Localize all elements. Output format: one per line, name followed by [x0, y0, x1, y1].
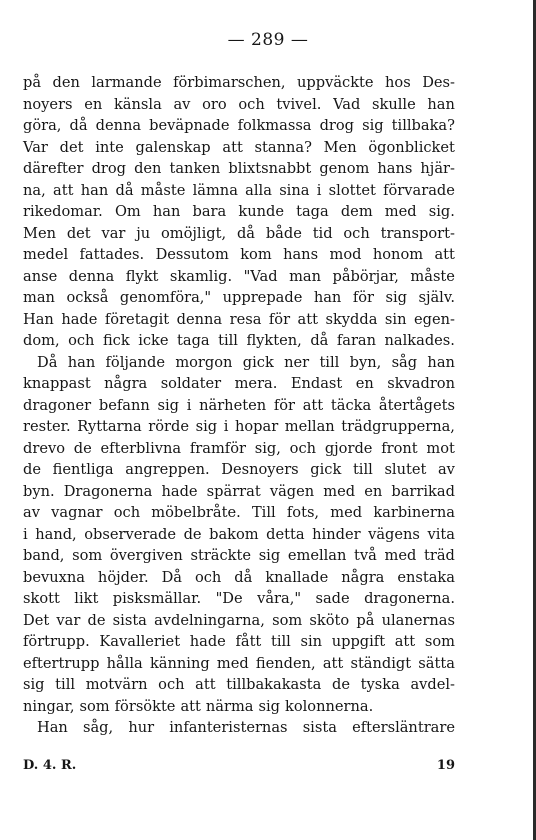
word: och: [68, 332, 95, 349]
word: eftertrupp: [23, 654, 100, 672]
word: hans: [283, 246, 319, 263]
word: noyers: [23, 95, 73, 113]
word: i: [186, 396, 192, 414]
word: Vad: [333, 95, 361, 113]
word: Han: [37, 719, 68, 736]
word: Desnoyers: [221, 461, 299, 478]
word: karbinerna: [373, 504, 455, 521]
word: med: [330, 504, 363, 521]
text-line: [23, 158, 455, 180]
word: två: [354, 547, 377, 564]
word: slottet: [328, 181, 376, 199]
word: honom: [372, 246, 424, 263]
word: taga: [296, 203, 329, 220]
word: täcka: [330, 396, 372, 414]
word: transport-: [380, 224, 455, 242]
word: såg: [391, 353, 418, 371]
word: sade: [315, 590, 350, 607]
word: med: [384, 203, 417, 220]
printer-signature: D. 4. R.: [23, 758, 77, 773]
word: lämna: [192, 181, 238, 199]
word: då: [310, 332, 329, 349]
text-line: [23, 330, 455, 352]
word: denna: [95, 117, 142, 134]
word: hand,: [35, 525, 77, 543]
word: kunde: [238, 203, 284, 220]
word: larmande: [91, 74, 162, 91]
word: då: [69, 117, 88, 134]
word: sätta: [418, 654, 455, 672]
word: och: [238, 95, 265, 113]
word: övergiven: [109, 547, 183, 564]
word: måste: [410, 267, 455, 285]
text-line: [23, 266, 455, 288]
word: förbimarschen,: [173, 74, 286, 91]
word: beväpnade: [149, 117, 230, 134]
word: sig: [362, 117, 384, 134]
word: att: [322, 654, 344, 672]
word: sträckte: [190, 547, 252, 564]
text-line: [23, 287, 455, 309]
word: till: [352, 461, 373, 478]
word: man: [289, 267, 322, 285]
word: rikedomar.: [23, 203, 103, 220]
text-line: [23, 524, 455, 546]
word: och: [194, 568, 222, 586]
word: sig: [195, 418, 218, 435]
word: soldater: [160, 375, 222, 392]
text-line: [23, 717, 455, 739]
text-line: [23, 588, 455, 610]
word: fientliga: [52, 461, 114, 478]
word: för: [273, 396, 296, 414]
word: själv.: [418, 289, 455, 306]
word: stanna?: [254, 138, 312, 156]
word: en: [364, 482, 383, 500]
word: och: [289, 439, 317, 457]
word: bara: [192, 203, 227, 220]
word: hur: [128, 719, 155, 736]
word: inte: [95, 138, 124, 156]
word: genomföra,": [119, 289, 212, 306]
word: sista: [302, 719, 337, 736]
word: de: [183, 525, 202, 543]
word: hopar: [234, 418, 279, 435]
word: Men: [323, 138, 357, 156]
word: träd: [424, 547, 455, 564]
word: hans: [377, 160, 413, 177]
word: av: [173, 95, 191, 113]
word: i: [223, 418, 229, 435]
word: Men: [23, 224, 56, 242]
word: rörde: [148, 418, 190, 435]
body-text: [23, 72, 455, 739]
word: skulle: [372, 95, 416, 113]
sheet-number: 19: [436, 758, 455, 773]
word: det: [59, 138, 84, 156]
word: då: [115, 181, 134, 199]
word: hjär-: [420, 160, 455, 177]
word: Till: [251, 504, 276, 521]
word: uppväckte: [297, 74, 374, 91]
word: mot: [426, 439, 455, 457]
word: avdelningarna,: [154, 611, 265, 629]
word: av: [437, 461, 455, 478]
word: anse: [23, 267, 58, 285]
word: återtågets: [378, 396, 455, 414]
word: till: [218, 332, 238, 349]
word: med: [216, 654, 249, 672]
word: vagnar: [51, 504, 103, 521]
word: våra,": [257, 590, 302, 607]
word: sköto: [309, 611, 350, 629]
text-line: [23, 223, 455, 245]
word: hos: [385, 74, 411, 91]
word: och: [113, 504, 141, 521]
word: genom: [319, 160, 370, 177]
word: sig,: [254, 439, 281, 457]
word: dragoner: [23, 396, 92, 414]
word: på: [23, 74, 42, 91]
word: "De: [215, 590, 243, 607]
word: som: [272, 611, 303, 629]
word: tillbaka?: [391, 117, 455, 134]
text-line: [23, 94, 455, 116]
word: för: [352, 289, 374, 306]
word: Dessutom: [155, 246, 229, 263]
word: var: [56, 611, 81, 629]
word: mellan: [284, 418, 335, 435]
word: för: [268, 310, 291, 328]
word: Endast: [290, 375, 343, 392]
word: detta: [266, 525, 305, 543]
word: kolonnerna.: [285, 697, 374, 715]
word: mera.: [234, 375, 278, 392]
word: Kavalleriet: [99, 633, 181, 650]
word: sig: [157, 396, 179, 414]
word: han: [80, 181, 109, 199]
word: som: [72, 547, 103, 564]
word: några: [341, 568, 385, 586]
word: till: [55, 676, 76, 693]
word: gick: [310, 461, 342, 478]
word: ner: [284, 353, 310, 371]
word: närheten: [199, 396, 267, 414]
text-line: [23, 137, 455, 159]
word: dragonerna.: [364, 590, 455, 607]
word: trädgrupperna,: [341, 418, 455, 435]
word: emellan: [287, 547, 347, 564]
word: efterblivna: [100, 439, 182, 457]
word: dem: [340, 203, 373, 220]
word: höjder.: [97, 568, 149, 586]
word: drevo: [23, 439, 65, 457]
word: att: [302, 396, 324, 414]
word: att: [297, 310, 318, 328]
word: knappast: [23, 375, 91, 392]
word: som: [79, 697, 110, 715]
word: uppgift: [331, 633, 386, 650]
word: skamlig.: [169, 267, 233, 285]
word: ju: [136, 224, 151, 242]
word: faran: [336, 332, 377, 349]
word: ständigt: [350, 654, 412, 672]
text-line: [23, 631, 455, 653]
word: tillbakakasta: [226, 676, 322, 693]
word: na,: [23, 181, 46, 199]
word: i: [23, 525, 28, 543]
word: hålla: [106, 654, 143, 672]
word: han: [152, 203, 181, 220]
word: påbörjar,: [332, 267, 399, 285]
word: bakom: [209, 525, 259, 543]
word: skvadron: [387, 375, 455, 392]
word: tvivel.: [276, 95, 322, 113]
word: omöjligt,: [161, 224, 227, 242]
word: sig: [258, 547, 281, 564]
word: slutet: [384, 461, 427, 478]
word: ögonblicket: [368, 138, 455, 156]
word: icke: [138, 332, 169, 349]
word: sin: [384, 310, 407, 328]
word: framför: [189, 439, 246, 457]
word: företagit: [104, 310, 170, 328]
word: sig: [258, 697, 281, 715]
word: närma: [205, 697, 254, 715]
text-line: [23, 180, 455, 202]
word: sig: [23, 676, 45, 693]
word: bevuxna: [23, 568, 85, 586]
text-line: [23, 309, 455, 331]
word: att: [222, 138, 243, 156]
word: gjorde: [324, 439, 373, 457]
word: drog: [91, 160, 127, 177]
word: en: [84, 95, 103, 113]
word: man: [23, 289, 55, 306]
word: denna: [176, 310, 223, 328]
word: Då: [161, 568, 182, 586]
word: de: [87, 611, 106, 629]
word: front: [381, 439, 418, 457]
word: knallade: [265, 568, 329, 586]
word: medel: [23, 246, 69, 263]
word: sista: [112, 611, 147, 629]
word: flykt: [125, 267, 159, 285]
word: byn.: [23, 482, 55, 500]
text-line: [23, 567, 455, 589]
word: Dragonerna: [63, 482, 153, 500]
word: förvarade: [383, 181, 455, 199]
word: till: [319, 353, 340, 371]
word: känning: [149, 654, 210, 672]
word: Han: [23, 310, 54, 328]
word: kom: [240, 246, 272, 263]
text-line: [23, 352, 455, 374]
word: skott: [23, 590, 60, 607]
word: han: [313, 289, 342, 306]
word: följande: [105, 353, 165, 371]
word: hade: [189, 633, 226, 650]
word: angreppen.: [125, 461, 210, 478]
word: med: [323, 482, 356, 500]
word: tyska: [360, 676, 400, 693]
word: några: [104, 375, 148, 392]
word: alla: [245, 181, 272, 199]
word: han: [67, 353, 96, 371]
word: oro: [202, 95, 227, 113]
word: blixtsnabbt: [228, 160, 312, 177]
word: sig: [385, 289, 407, 306]
word: som: [424, 633, 455, 650]
word: Det: [23, 611, 50, 629]
word: vägens: [368, 525, 420, 543]
word: Om: [114, 203, 141, 220]
word: göra,: [23, 117, 62, 134]
word: tanken: [169, 160, 221, 177]
word: pisksmällar.: [112, 590, 202, 607]
word: folkmassa: [237, 117, 312, 134]
word: möbelbråte.: [151, 504, 241, 521]
word: måste: [140, 181, 186, 199]
word: flykten,: [246, 332, 302, 349]
word: "Vad: [243, 267, 278, 285]
word: rester.: [23, 418, 71, 435]
word: nalkades.: [384, 332, 455, 349]
word: såg,: [82, 719, 114, 736]
text-line: [23, 545, 455, 567]
word: fattades.: [79, 246, 145, 263]
word: motvärn: [85, 676, 148, 693]
word: infanteristernas: [169, 719, 288, 736]
word: dom,: [23, 332, 60, 349]
text-line: [23, 373, 455, 395]
word: hade: [161, 482, 198, 500]
word: ningar,: [23, 697, 75, 715]
text-line: [23, 610, 455, 632]
word: den: [134, 160, 162, 177]
word: taga: [177, 332, 210, 349]
word: sin: [300, 633, 323, 650]
word: drog: [319, 117, 355, 134]
word: att: [195, 676, 216, 693]
word: Var: [23, 138, 48, 156]
word: spärrat: [206, 482, 261, 500]
word: med: [384, 547, 417, 564]
word: vita: [427, 525, 455, 543]
word: band,: [23, 547, 65, 564]
text-line: [23, 416, 455, 438]
text-line: [23, 696, 455, 718]
word: hinder: [312, 525, 361, 543]
word: en: [355, 375, 374, 392]
word: barrikad: [391, 482, 455, 500]
word: av: [23, 504, 40, 521]
word: eftersläntrare: [352, 719, 455, 736]
word: i: [316, 181, 322, 199]
word: fots,: [286, 504, 320, 521]
word: han: [427, 95, 455, 113]
word: de: [331, 676, 350, 693]
word: förtrupp.: [23, 633, 90, 650]
word: fått: [235, 633, 262, 650]
text-line: [23, 115, 455, 137]
word: egen-: [413, 310, 455, 328]
word: avdel-: [410, 676, 455, 693]
word: tid: [312, 224, 333, 242]
word: Då: [37, 353, 58, 371]
word: upprepade: [222, 289, 303, 306]
word: också: [66, 289, 109, 306]
text-line: [23, 438, 455, 460]
word: befann: [98, 396, 150, 414]
word: enstaka: [397, 568, 455, 586]
word: då: [234, 568, 253, 586]
word: de: [23, 461, 41, 478]
text-line: [23, 395, 455, 417]
word: både: [265, 224, 302, 242]
word: och: [343, 224, 370, 242]
word: Des-: [422, 74, 455, 91]
word: till: [270, 633, 291, 650]
word: fick: [102, 332, 130, 349]
word: sig.: [428, 203, 455, 220]
text-line: [23, 244, 455, 266]
word: sina: [279, 181, 310, 199]
word: att: [394, 633, 416, 650]
text-line: [23, 674, 455, 696]
text-line: [23, 481, 455, 503]
word: ulanernas: [381, 611, 455, 629]
word: skydda: [325, 310, 378, 328]
page-number: — 289 —: [227, 30, 309, 50]
text-line: [23, 502, 455, 524]
word: att: [434, 246, 455, 263]
word: att: [180, 697, 201, 715]
word: på: [356, 611, 375, 629]
word: vägen: [269, 482, 315, 500]
text-line: [23, 201, 455, 223]
word: denna: [68, 267, 115, 285]
word: det: [66, 224, 91, 242]
word: observerade: [84, 525, 177, 543]
word: känsla: [113, 95, 162, 113]
text-line: [23, 653, 455, 675]
page-footer: [23, 758, 455, 773]
word: byn,: [349, 353, 382, 371]
word: fienden,: [255, 654, 316, 672]
word: de: [73, 439, 92, 457]
word: försökte: [114, 697, 176, 715]
word: resa: [229, 310, 262, 328]
text-line: [23, 72, 455, 94]
word: galenskap: [135, 138, 211, 156]
word: den: [52, 74, 80, 91]
word: likt: [74, 590, 99, 607]
word: mod: [329, 246, 362, 263]
word: då: [236, 224, 255, 242]
word: morgon: [175, 353, 233, 371]
word: och: [158, 676, 185, 693]
text-line: [23, 459, 455, 481]
word: därefter: [23, 160, 84, 177]
word: hade: [61, 310, 98, 328]
word: Ryttarna: [77, 418, 142, 435]
word: att: [53, 181, 74, 199]
word: han: [427, 353, 455, 371]
word: gick: [242, 353, 274, 371]
word: var: [101, 224, 126, 242]
